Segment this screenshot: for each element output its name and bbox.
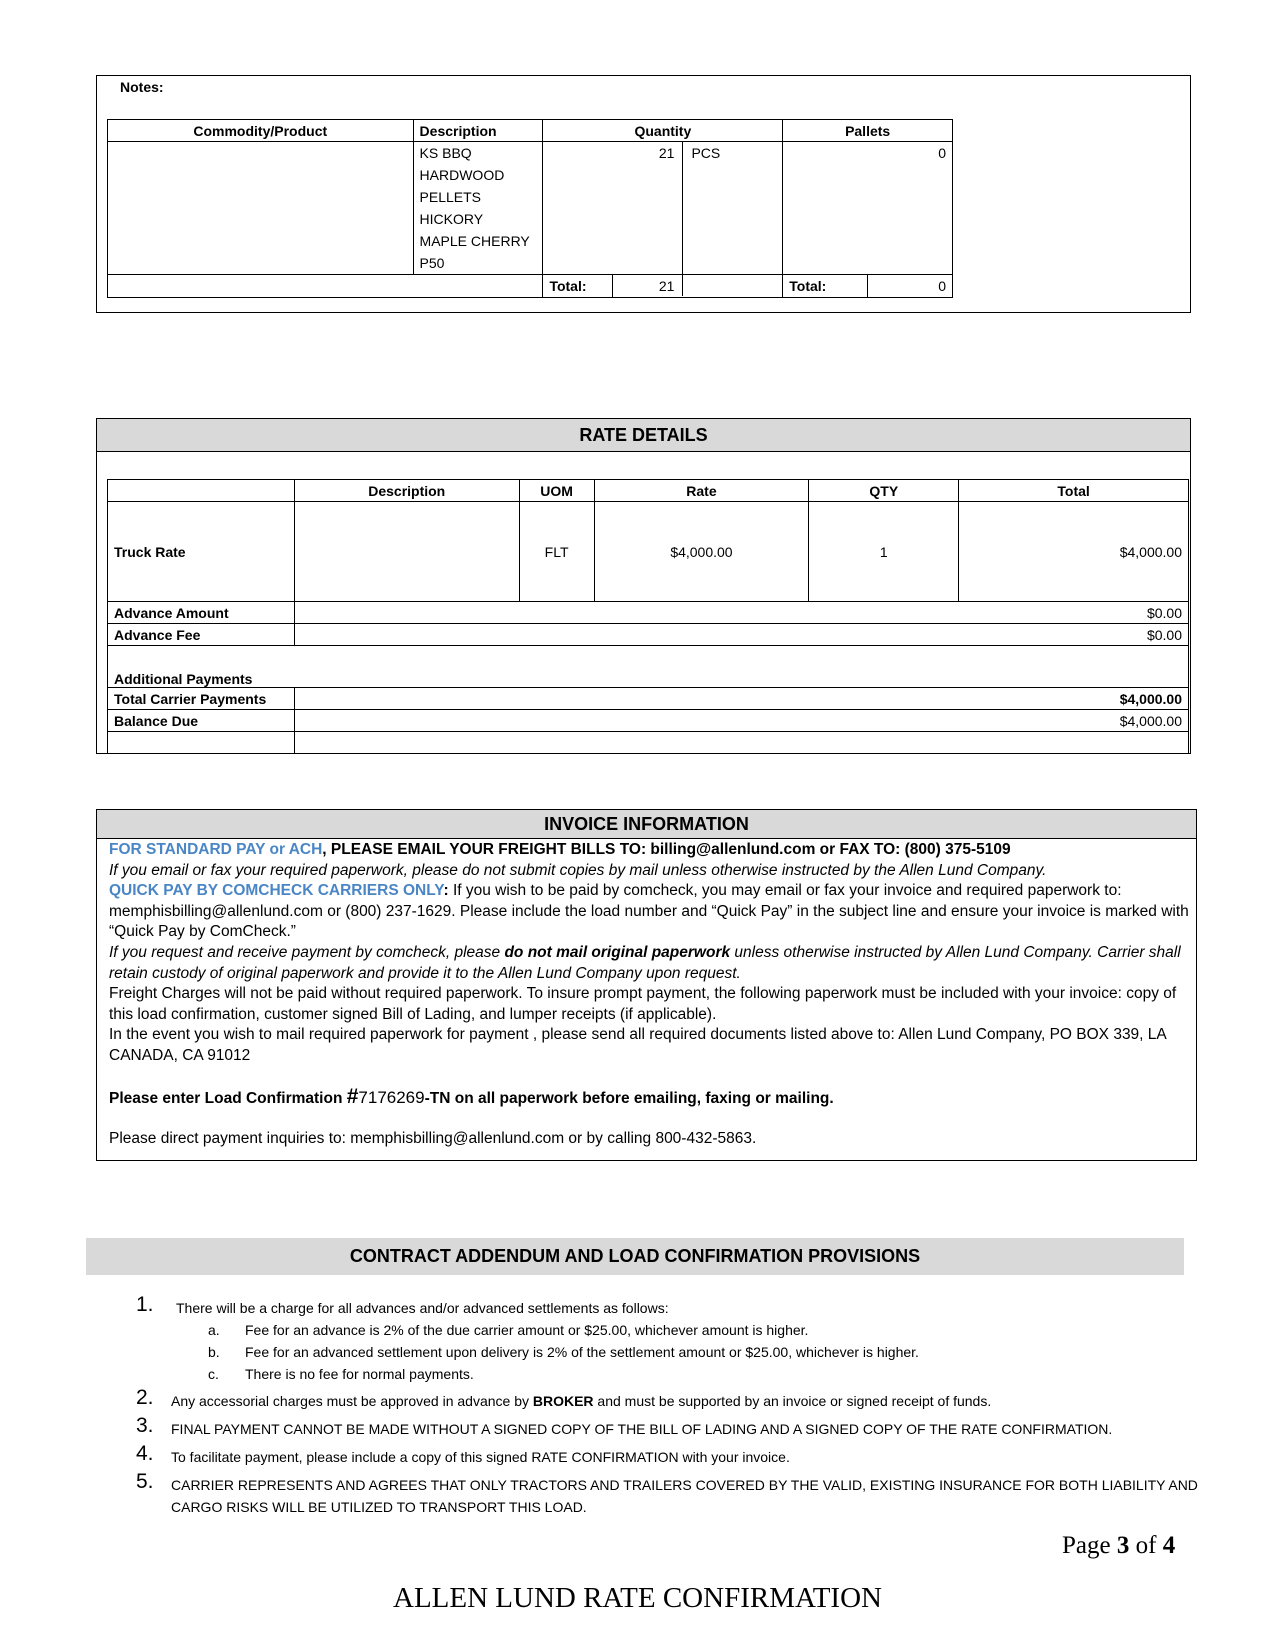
description-line: KS BBQ [419, 145, 472, 161]
comcheck-note-a: If you request and receive payment by comcheck, please [109, 943, 505, 961]
empty-cell [294, 732, 1188, 754]
table-row [108, 688, 1189, 710]
table-row [108, 624, 1189, 646]
quick-pay-label: QUICK PAY BY COMCHECK CARRIERS ONLY [109, 882, 444, 900]
invoice-body [109, 840, 1189, 1150]
load-confirmation-text-a: Please enter Load Confirmation [109, 1089, 347, 1107]
description-line: P50 [419, 255, 445, 271]
empty-cell [108, 732, 295, 754]
load-confirmation-hash: # [346, 1084, 359, 1108]
provision-number: 3. [136, 1414, 154, 1437]
advance-fee-label: Advance Fee [108, 624, 295, 646]
balance-due-value: $4,000.00 [294, 710, 1188, 732]
description-line: PELLETS [419, 189, 482, 205]
load-confirmation-text-b: -TN on all paperwork before emailing, faxing or mailing. [424, 1089, 834, 1107]
subitem-letter: b. [208, 1344, 220, 1360]
advance-fee-value: $0.00 [294, 624, 1188, 646]
provision-number: 1. [136, 1293, 154, 1316]
standard-pay-label: FOR STANDARD PAY or ACH [109, 841, 323, 858]
total-carrier-payments-label: Total Carrier Payments [108, 688, 295, 710]
quantity-total-cell [613, 275, 783, 298]
invoice-standard-pay [109, 840, 1189, 861]
description-cell [413, 142, 543, 275]
rate-col-blank [108, 480, 295, 502]
table-row [108, 710, 1189, 732]
rate-col-total: Total [959, 480, 1189, 502]
invoice-freight-charges: Freight Charges will not be paid without required paperwork. To insure prompt payment, the following paperwork must be included with your invoice: copy of this load confirmation, customer signed Bill of Lading, and lumper receipts (if applicable). [109, 985, 1177, 1023]
description-line: HICKORY [419, 211, 484, 227]
notes-label: Notes: [120, 79, 164, 95]
truck-rate-uom: FLT [519, 502, 594, 602]
subitem-text: Fee for an advance is 2% of the due carrier amount or $25.00, whichever amount is higher. [245, 1322, 809, 1338]
page-current: 3 [1116, 1532, 1130, 1559]
provision-number: 2. [136, 1386, 154, 1409]
col-commodity-header: Commodity/Product [108, 120, 414, 142]
pallets-total-value: 0 [868, 275, 953, 298]
page-number [1062, 1532, 1175, 1560]
provision-number: 5. [136, 1470, 154, 1493]
addendum-title: CONTRACT ADDENDUM AND LOAD CONFIRMATION PROVISIONS [86, 1238, 1184, 1275]
subitem-text: There is no fee for normal payments. [245, 1366, 474, 1382]
quantity-cell [543, 142, 783, 275]
total-carrier-payments-value: $4,000.00 [294, 688, 1188, 710]
balance-due-label: Balance Due [108, 710, 295, 732]
additional-payments-label: Additional Payments [108, 646, 1189, 688]
description-line: MAPLE CHERRY [419, 233, 530, 249]
pallets-cell: 0 [783, 142, 953, 275]
comcheck-note-c: unless otherwise instructed by Allen Lund Company. Carrier shall retain custody of original paperwork and provide it to the Allen Lund Company upon request. [109, 943, 1181, 982]
comcheck-note-b: do not mail original paperwork [504, 943, 731, 961]
advance-amount-value: $0.00 [294, 602, 1188, 624]
truck-rate-label: Truck Rate [108, 502, 295, 602]
provision-text-continued: CARGO RISKS WILL BE UTILIZED TO TRANSPORT THIS LOAD. [171, 1499, 587, 1515]
truck-rate-qty: 1 [809, 502, 959, 602]
description-line: HARDWOOD [419, 167, 505, 183]
provision-text: To facilitate payment, please include a copy of this signed RATE CONFIRMATION with your invoice. [171, 1449, 790, 1465]
table-row [108, 646, 1189, 688]
quantity-total-value: 21 [613, 275, 683, 296]
load-confirmation-number: 7176269 [358, 1087, 425, 1107]
subitem-letter: c. [208, 1366, 219, 1382]
rate-details-title: RATE DETAILS [97, 419, 1190, 452]
page-word: Page [1062, 1532, 1117, 1559]
truck-rate-rate: $4,000.00 [594, 502, 809, 602]
document-footer-title: ALLEN LUND RATE CONFIRMATION [393, 1582, 882, 1614]
standard-pay-text: , PLEASE EMAIL YOUR FREIGHT BILLS TO: billing@allenlund.com or FAX TO: (800) 375-5109 [322, 841, 1011, 858]
provision-text: FINAL PAYMENT CANNOT BE MADE WITHOUT A SIGNED COPY OF THE BILL OF LADING AND A SIGNED COPY OF THE RATE CONFIRMATION. [171, 1421, 1113, 1437]
table-row [108, 732, 1189, 754]
totals-spacer [108, 275, 543, 298]
quick-pay-colon: : [443, 882, 449, 900]
subitem-text: Fee for an advanced settlement upon delivery is 2% of the settlement amount or $25.00, whichever is higher. [245, 1344, 919, 1360]
invoice-mail-address: In the event you wish to mail required paperwork for payment , please send all required documents listed above to: Allen Lund Company, PO BOX 339, LA CANADA, CA 91012 [109, 1026, 1166, 1064]
table-row [108, 502, 1189, 602]
rate-table [107, 479, 1189, 754]
commodity-table [107, 119, 953, 298]
provision-text-broker: BROKER [532, 1393, 594, 1409]
quantity-unit: PCS [691, 145, 721, 161]
invoice-comcheck-note [109, 943, 1189, 984]
truck-rate-total: $4,000.00 [959, 502, 1189, 602]
page-of: of [1129, 1532, 1163, 1559]
invoice-note: If you email or fax your required paperwork, please do not submit copies by mail unless otherwise instructed by the Allen Lund Company. [109, 861, 1047, 879]
col-quantity-header: Quantity [543, 120, 783, 142]
invoice-quick-pay [109, 881, 1189, 943]
provision-text-c: and must be supported by an invoice or signed receipt of funds. [593, 1393, 992, 1409]
subitem-letter: a. [208, 1322, 220, 1338]
quantity-total-label: Total: [543, 275, 613, 298]
rate-col-description: Description [294, 480, 519, 502]
table-row [108, 602, 1189, 624]
rate-col-qty: QTY [809, 480, 959, 502]
invoice-title: INVOICE INFORMATION [97, 810, 1196, 839]
rate-col-uom: UOM [519, 480, 594, 502]
truck-rate-description [294, 502, 519, 602]
invoice-payment-inquiries: Please direct payment inquiries to: memphisbilling@allenlund.com or by calling 800-432-5863. [109, 1130, 757, 1148]
page-total: 4 [1162, 1532, 1176, 1559]
provision-text-a: Any accessorial charges must be approved in advance by [171, 1393, 533, 1409]
table-row [108, 142, 953, 275]
provision-text: CARRIER REPRESENTS AND AGREES THAT ONLY TRACTORS AND TRAILERS COVERED BY THE VALID, EXISTING INSURANCE FOR BOTH LIABILITY AND [171, 1477, 1198, 1493]
provision-text: There will be a charge for all advances and/or advanced settlements as follows: [176, 1300, 669, 1316]
quick-pay-text: If you wish to be paid by comcheck, you may email or fax your invoice and required paperwork to: memphisbilling@allenlund.com or (800) 237-1629. Please include the load number and “Quick Pay” in the subject line and ensure your invoice is marked with “Quick Pay by ComCheck.” [109, 882, 1189, 941]
advance-amount-label: Advance Amount [108, 602, 295, 624]
provision-number: 4. [136, 1442, 154, 1465]
invoice-load-confirmation [109, 1084, 1189, 1110]
commodity-cell [108, 142, 414, 275]
pallets-total-label: Total: [783, 275, 868, 298]
provision-text [171, 1390, 991, 1412]
col-description-header: Description [413, 120, 543, 142]
quantity-value: 21 [543, 142, 683, 274]
rate-col-rate: Rate [594, 480, 809, 502]
col-pallets-header: Pallets [783, 120, 953, 142]
